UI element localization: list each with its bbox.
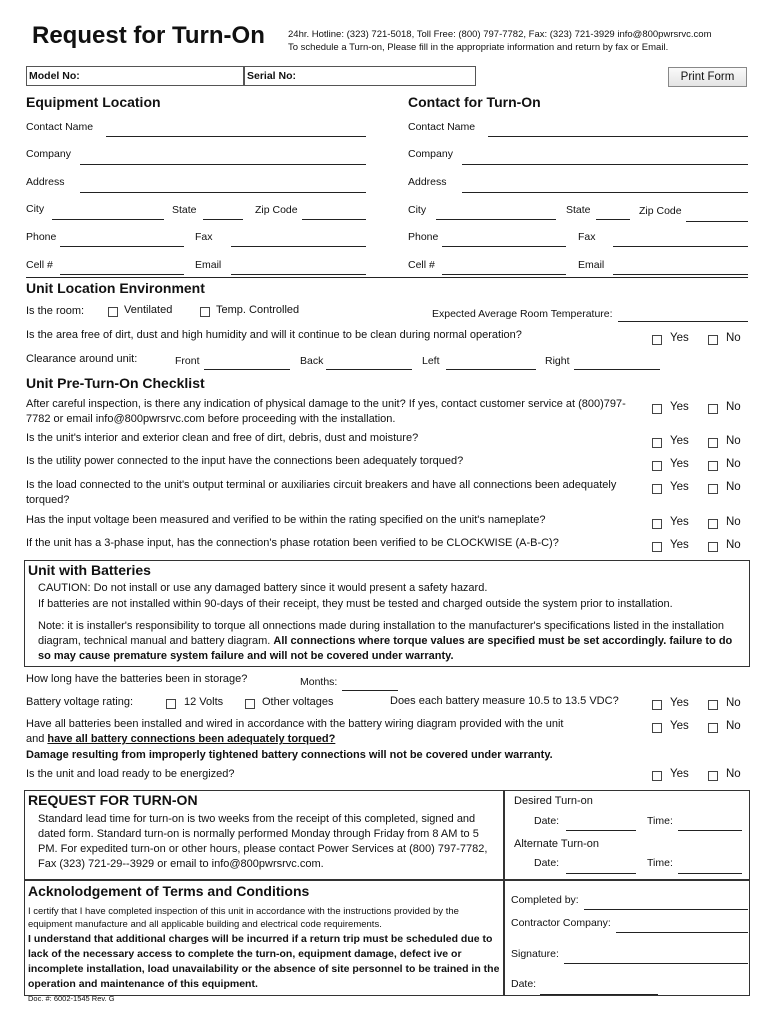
checklist-q3: Is the utility power connected to the input have the connections been adequately torqued? (26, 455, 464, 467)
eq-zip-input[interactable] (302, 219, 366, 220)
alternate-date-input[interactable] (566, 873, 636, 874)
ct-state-input[interactable] (596, 219, 630, 220)
desired-date-input[interactable] (566, 830, 636, 831)
months-label: Months: (300, 676, 338, 688)
q3-yes-checkbox[interactable] (652, 461, 662, 471)
measure-question: Does each battery measure 10.5 to 13.5 VDC? (390, 695, 619, 707)
q1-no-label: No (726, 401, 741, 413)
ack-date-input[interactable] (540, 994, 658, 995)
q1-yes-label: Yes (670, 401, 689, 413)
eq-address-input[interactable] (80, 192, 366, 193)
measure-yes-checkbox[interactable] (652, 700, 662, 710)
request-heading: REQUEST FOR TURN-ON (28, 792, 198, 808)
temp-controlled-label: Temp. Controlled (216, 304, 300, 316)
battery-note-text: Note: it is installer's responsibility to torque all onnections made during installation to the manufacturer's specifications listed in the installation diagram, technical manual and battery diagram. (38, 620, 724, 647)
left-input[interactable] (446, 369, 536, 370)
eq-phone-input[interactable] (60, 246, 184, 247)
eq-company-input[interactable] (80, 164, 366, 165)
caution-line-1: CAUTION: Do not install or use any damaged battery since it would present a safety hazard. (38, 582, 488, 594)
ct-phone-input[interactable] (442, 246, 566, 247)
q5-yes-checkbox[interactable] (652, 519, 662, 529)
eq-zip-label: Zip Code (255, 204, 298, 216)
ventilated-checkbox[interactable] (108, 307, 118, 317)
measure-no-checkbox[interactable] (708, 700, 718, 710)
ct-contact-input[interactable] (488, 136, 748, 137)
q2-yes-label: Yes (670, 435, 689, 447)
serial-no-field[interactable] (244, 66, 476, 86)
q6-no-checkbox[interactable] (708, 542, 718, 552)
battery-note (38, 619, 738, 664)
area-free-yes-checkbox[interactable] (652, 335, 662, 345)
area-free-no-checkbox[interactable] (708, 335, 718, 345)
installed-question-2 (26, 733, 335, 745)
eq-city-label: City (26, 203, 45, 215)
q3-no-label: No (726, 458, 741, 470)
contractor-company-label: Contractor Company: (511, 917, 611, 929)
ct-zip-label: Zip Code (639, 205, 682, 217)
q2-no-label: No (726, 435, 741, 447)
ready-yes-checkbox[interactable] (652, 771, 662, 781)
installed-yes-checkbox[interactable] (652, 723, 662, 733)
12-volts-label: 12 Volts (184, 696, 224, 708)
ack-heading: Acknolodgement of Terms and Conditions (28, 883, 310, 899)
alternate-label: Alternate Turn-on (514, 838, 599, 850)
doc-number: Doc. #: 6002-1545 Rev. G (28, 994, 115, 1003)
installed-question-2b: have all battery connections been adequately torqued? (47, 733, 336, 745)
installed-question: Have all batteries been installed and wired in accordance with the battery wiring diagram provided with the unit (26, 718, 564, 730)
ack-date-label: Date: (511, 978, 537, 990)
print-form-button[interactable]: Print Form (668, 67, 747, 87)
completed-by-input[interactable] (584, 909, 748, 910)
area-free-question: Is the area free of dirt, dust and high humidity and will it continue to be clean during normal operation? (26, 329, 522, 341)
eq-cell-label: Cell # (26, 259, 53, 271)
other-voltages-label: Other voltages (262, 696, 334, 708)
ct-fax-input[interactable] (613, 246, 748, 247)
eq-fax-input[interactable] (231, 246, 366, 247)
q6-no-label: No (726, 539, 741, 551)
voltage-question: Battery voltage rating: (26, 696, 134, 708)
left-label: Left (422, 355, 440, 367)
back-label: Back (300, 355, 324, 367)
ready-no-checkbox[interactable] (708, 771, 718, 781)
other-voltages-checkbox[interactable] (245, 699, 255, 709)
alternate-time-input[interactable] (678, 873, 742, 874)
instructions-text: To schedule a Turn-on, Please fill in the appropriate information and return by fax or Email. (288, 42, 669, 53)
q4-yes-label: Yes (670, 481, 689, 493)
measure-yes-label: Yes (670, 697, 689, 709)
ct-address-input[interactable] (462, 192, 748, 193)
clearance-label: Clearance around unit: (26, 353, 138, 365)
q6-yes-checkbox[interactable] (652, 542, 662, 552)
q4-no-label: No (726, 481, 741, 493)
ct-phone-label: Phone (408, 231, 439, 243)
ct-fax-label: Fax (578, 231, 596, 243)
front-input[interactable] (204, 369, 290, 370)
ct-company-input[interactable] (462, 164, 748, 165)
alternate-time-label: Time: (647, 857, 673, 869)
checklist-q6: If the unit has a 3-phase input, has the connection's phase rotation been verified to be CLOCKWISE (A-B-C)? (26, 537, 559, 549)
desired-label: Desired Turn-on (514, 795, 593, 807)
area-free-yes-label: Yes (670, 332, 689, 344)
ventilated-label: Ventilated (124, 304, 173, 316)
alternate-date-label: Date: (534, 857, 560, 869)
ack-bold-text: I understand that additional charges will be incurred if a return trip must be scheduled due to lack of the necessary access to complete the turn-on, equipment damage, defect ive or incomplete installation, load unavailability or the absence of site personnel to be trained in the operation and maintenance of this equipment. (28, 933, 500, 990)
installed-yes-label: Yes (670, 720, 689, 732)
installed-no-label: No (726, 720, 741, 732)
temp-controlled-checkbox[interactable] (200, 307, 210, 317)
request-body: Standard lead time for turn-on is two weeks from the receipt of this completed, signed and dated form. Standard turn-on is normally performed Monday through Friday from 8 AM to 5 PM. For expedited turn-on or other hours, please contact Power Services at (800) 797-7782, Fax (323) 721-29--3929 or email to info@800pwrsrvc.com. (38, 813, 488, 870)
signature-input[interactable] (564, 963, 748, 964)
q2-no-checkbox[interactable] (708, 438, 718, 448)
back-input[interactable] (326, 369, 412, 370)
hotline-text: 24hr. Hotline: (323) 721-5018, Toll Free: (800) 797-7782, Fax: (323) 721-3929 info@800pwrsrvc.com (288, 29, 712, 40)
eq-state-input[interactable] (203, 219, 243, 220)
storage-question: How long have the batteries been in storage? (26, 673, 248, 685)
battery-note-bold: All connections where torque values are specified must be set accordingly. failure to do so may cause premature system failure and will not be covered under warranty. (38, 635, 733, 662)
q5-no-checkbox[interactable] (708, 519, 718, 529)
batteries-heading: Unit with Batteries (28, 562, 151, 578)
eq-email-label: Email (195, 259, 222, 271)
header-info (288, 28, 711, 54)
caution-line-2: If batteries are not installed within 90-days of their receipt, they must be tested and charged outside the system prior to installation. (38, 598, 673, 610)
ct-address-label: Address (408, 176, 447, 188)
equipment-location-heading: Equipment Location (26, 94, 161, 110)
right-input[interactable] (574, 369, 660, 370)
contact-heading: Contact for Turn-On (408, 94, 541, 110)
desired-date-label: Date: (534, 815, 560, 827)
eq-company-label: Company (26, 148, 71, 160)
ct-cell-label: Cell # (408, 259, 435, 271)
damage-warning: Damage resulting from improperly tightened battery connections will not be covered under warranty. (26, 749, 553, 761)
area-free-no-label: No (726, 332, 741, 344)
measure-no-label: No (726, 697, 741, 709)
signature-label: Signature: (511, 948, 559, 960)
eq-phone-label: Phone (26, 231, 57, 243)
ack-body: I certify that I have completed inspection of this unit in accordance with the instructions provided by the equipment manufacture and all applicable building and electrical code requirements. (28, 906, 459, 930)
room-question: Is the room: (26, 305, 85, 317)
ct-zip-input[interactable] (686, 221, 748, 222)
ct-email-input[interactable] (613, 274, 748, 275)
checklist-q4: Is the load connected to the unit's output terminal or auxiliaries circuit breakers and have all connections been adequately torqued? (26, 479, 617, 506)
model-no-field[interactable] (26, 66, 244, 86)
desired-time-input[interactable] (678, 830, 742, 831)
ct-state-label: State (566, 204, 591, 216)
ct-company-label: Company (408, 148, 453, 160)
ready-yes-label: Yes (670, 768, 689, 780)
eq-cell-input[interactable] (60, 274, 184, 275)
ct-contact-label: Contact Name (408, 121, 476, 133)
checklist-q2: Is the unit's interior and exterior clean and free of dirt, debris, dust and moisture? (26, 432, 419, 444)
serial-no-label: Serial No: (247, 70, 297, 82)
q4-no-checkbox[interactable] (708, 484, 718, 494)
installed-question-2a: and (26, 733, 48, 745)
eq-state-label: State (172, 204, 197, 216)
12-volts-checkbox[interactable] (166, 699, 176, 709)
checklist-q5: Has the input voltage been measured and verified to be within the rating specified on the unit's nameplate? (26, 514, 546, 526)
q5-yes-label: Yes (670, 516, 689, 528)
eq-fax-label: Fax (195, 231, 213, 243)
q3-yes-label: Yes (670, 458, 689, 470)
ct-city-label: City (408, 204, 427, 216)
checklist-q1: After careful inspection, is there any indication of physical damage to the unit? If yes, contact customer service at (800)797-7782 or email info@800pwrsrvc.com before proceeding with the installation. (26, 398, 626, 425)
checklist-heading: Unit Pre-Turn-On Checklist (26, 375, 205, 391)
environment-heading: Unit Location Environment (26, 280, 205, 296)
desired-time-label: Time: (647, 815, 673, 827)
eq-city-input[interactable] (52, 219, 164, 220)
ct-city-input[interactable] (436, 219, 556, 220)
q5-no-label: No (726, 516, 741, 528)
q6-yes-label: Yes (670, 539, 689, 551)
q1-no-checkbox[interactable] (708, 404, 718, 414)
installed-no-checkbox[interactable] (708, 723, 718, 733)
months-input[interactable] (342, 690, 398, 691)
eq-email-input[interactable] (231, 274, 366, 275)
q4-yes-checkbox[interactable] (652, 484, 662, 494)
ct-email-label: Email (578, 259, 605, 271)
q1-yes-checkbox[interactable] (652, 404, 662, 414)
ready-no-label: No (726, 768, 741, 780)
right-label: Right (545, 355, 570, 367)
ready-question: Is the unit and load ready to be energized? (26, 768, 235, 780)
eq-contact-label: Contact Name (26, 121, 94, 133)
q3-no-checkbox[interactable] (708, 461, 718, 471)
expected-temp-input[interactable] (618, 321, 748, 322)
eq-address-label: Address (26, 176, 65, 188)
page-title: Request for Turn-On (32, 22, 265, 49)
completed-by-label: Completed by: (511, 894, 579, 906)
section-divider (26, 277, 748, 278)
q2-yes-checkbox[interactable] (652, 438, 662, 448)
model-no-label: Model No: (29, 70, 80, 82)
front-label: Front (175, 355, 200, 367)
expected-temp-label: Expected Average Room Temperature: (432, 308, 613, 320)
eq-contact-input[interactable] (106, 136, 366, 137)
contractor-company-input[interactable] (616, 932, 748, 933)
ct-cell-input[interactable] (442, 274, 566, 275)
